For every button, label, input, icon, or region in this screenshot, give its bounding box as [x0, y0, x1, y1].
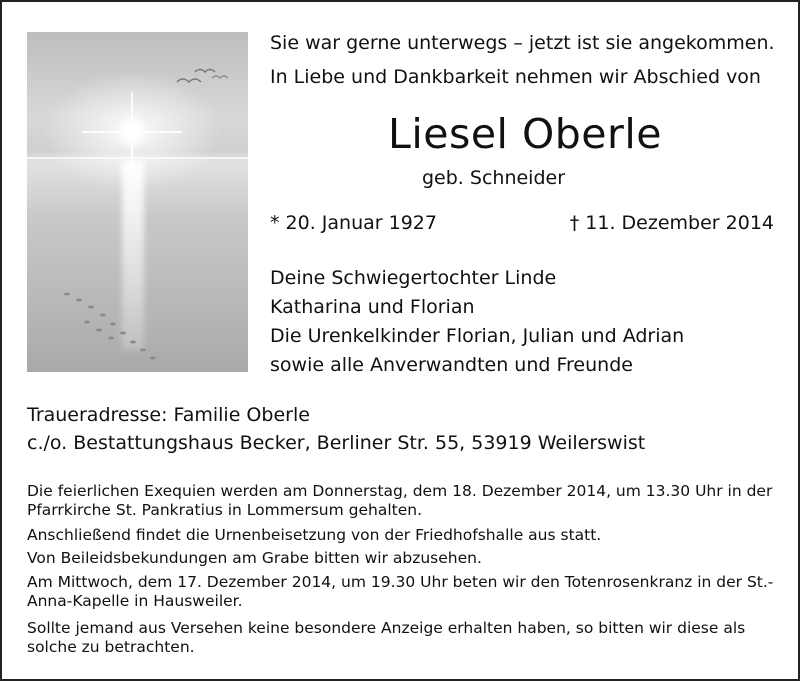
mourner-line: Die Urenkelkinder Florian, Julian und Adrian: [270, 325, 685, 347]
birds-and-footprints-icon: [27, 32, 248, 372]
address-line-2: c./o. Bestattungshaus Becker, Berliner Str. 55, 53919 Weilerswist: [27, 432, 646, 454]
death-date: † 11. Dezember 2014: [569, 212, 774, 234]
sunset-sea-photo: [27, 32, 248, 372]
paragraph-urnenbeisetzung: Anschließend findet die Urnenbeisetzung von der Friedhofshalle aus statt.: [27, 526, 602, 544]
mourner-line: sowie alle Anverwandten und Freunde: [270, 354, 633, 376]
mourner-line: Deine Schwiegertochter Linde: [270, 267, 557, 289]
paragraph-rosenkranz: Am Mittwoch, dem 17. Dezember 2014, um 19.30 Uhr beten wir den Totenrosenkranz in der St.-Anna-Kapelle in Hausweiler.: [27, 573, 774, 610]
birth-date: * 20. Januar 1927: [270, 212, 437, 234]
birth-name: geb. Schneider: [422, 167, 566, 189]
paragraph-anzeige: Sollte jemand aus Versehen keine besondere Anzeige erhalten haben, so bitten wir diese als solche zu betrachten.: [27, 619, 746, 656]
paragraph-beileid: Von Beileidsbekundungen am Grabe bitten wir abzusehen.: [27, 549, 482, 567]
address-line-1: Traueradresse: Familie Oberle: [27, 404, 310, 426]
verse-line-2: In Liebe und Dankbarkeit nehmen wir Abschied von: [270, 66, 761, 88]
verse-line-1: Sie war gerne unterwegs – jetzt ist sie angekommen.: [270, 32, 775, 54]
life-dates: [270, 212, 780, 234]
paragraph-exequien: Die feierlichen Exequien werden am Donnerstag, dem 18. Dezember 2014, um 13.30 Uhr in der Pfarrkirche St. Pankratius in Lommersum gehalten.: [27, 482, 773, 519]
deceased-name: Liesel Oberle: [388, 110, 662, 158]
mourner-line: Katharina und Florian: [270, 296, 475, 318]
